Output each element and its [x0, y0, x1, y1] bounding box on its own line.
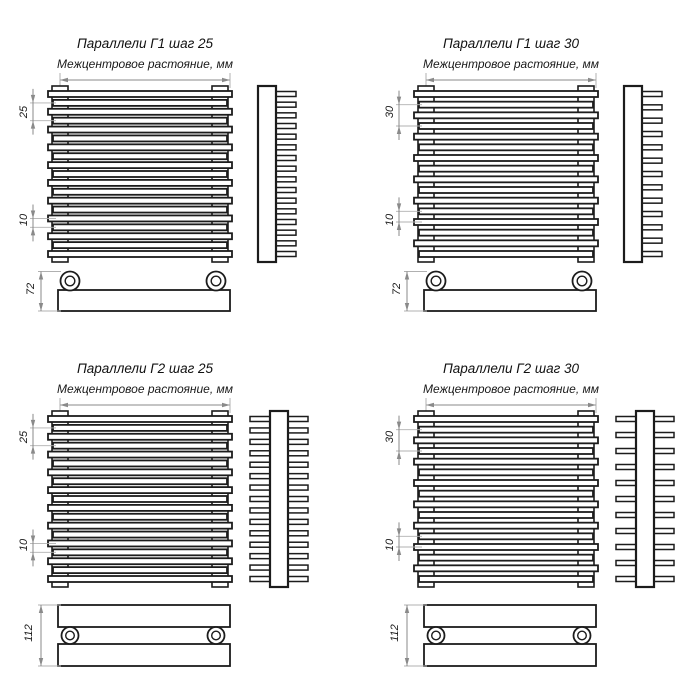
center-distance-label: Межцентровое растояние, мм: [57, 382, 233, 396]
panel-g1-step-25: [0, 10, 350, 360]
height-dimension-label: 112: [389, 624, 401, 642]
front-view: [414, 411, 598, 587]
bottom-view: [58, 272, 230, 312]
step-dimension-label: 30: [384, 430, 396, 444]
side-view: [616, 411, 674, 587]
panel-g2-step-30: [350, 335, 700, 685]
center-distance-label: Межцентровое растояние, мм: [423, 57, 599, 71]
panel-title: Параллели Г1 шаг 25: [76, 36, 214, 51]
gap-dimension-label: 10: [384, 213, 396, 227]
gap-dimension-label: 10: [18, 213, 30, 227]
panel-title: Параллели Г1 шаг 30: [442, 36, 580, 51]
gap-dimension-label: 10: [18, 538, 30, 552]
step-dimension-label: 25: [18, 105, 30, 119]
top-dimension: [426, 398, 596, 413]
step-dimension-label: 25: [18, 430, 30, 444]
side-view: [624, 86, 662, 262]
panel-title: Параллели Г2 шаг 25: [76, 361, 214, 376]
height-dimension-label: 112: [23, 624, 35, 642]
top-dimension: [60, 73, 230, 88]
side-view: [258, 86, 296, 262]
bottom-view: [58, 605, 230, 666]
radiator-drawing: [366, 335, 700, 680]
height-dimension-label: 72: [391, 282, 403, 296]
radiator-drawing: [366, 10, 700, 355]
center-distance-label: Межцентровое растояние, мм: [423, 382, 599, 396]
panel-g1-step-30: [350, 10, 700, 360]
front-view: [48, 86, 232, 262]
height-dimension-label: 72: [25, 282, 37, 296]
gap-dimension-label: 10: [384, 538, 396, 552]
step-dimension-label: 30: [384, 105, 396, 119]
top-dimension: [60, 398, 230, 413]
panel-title: Параллели Г2 шаг 30: [442, 361, 580, 376]
panel-g2-step-25: [0, 335, 350, 685]
bottom-view: [424, 272, 596, 312]
bottom-view: [424, 605, 596, 666]
front-view: [48, 411, 232, 587]
radiator-drawing: [0, 10, 350, 355]
radiator-drawing: [0, 335, 350, 680]
front-view: [414, 86, 598, 262]
side-view: [250, 411, 308, 587]
center-distance-label: Межцентровое растояние, мм: [57, 57, 233, 71]
top-dimension: [426, 73, 596, 88]
